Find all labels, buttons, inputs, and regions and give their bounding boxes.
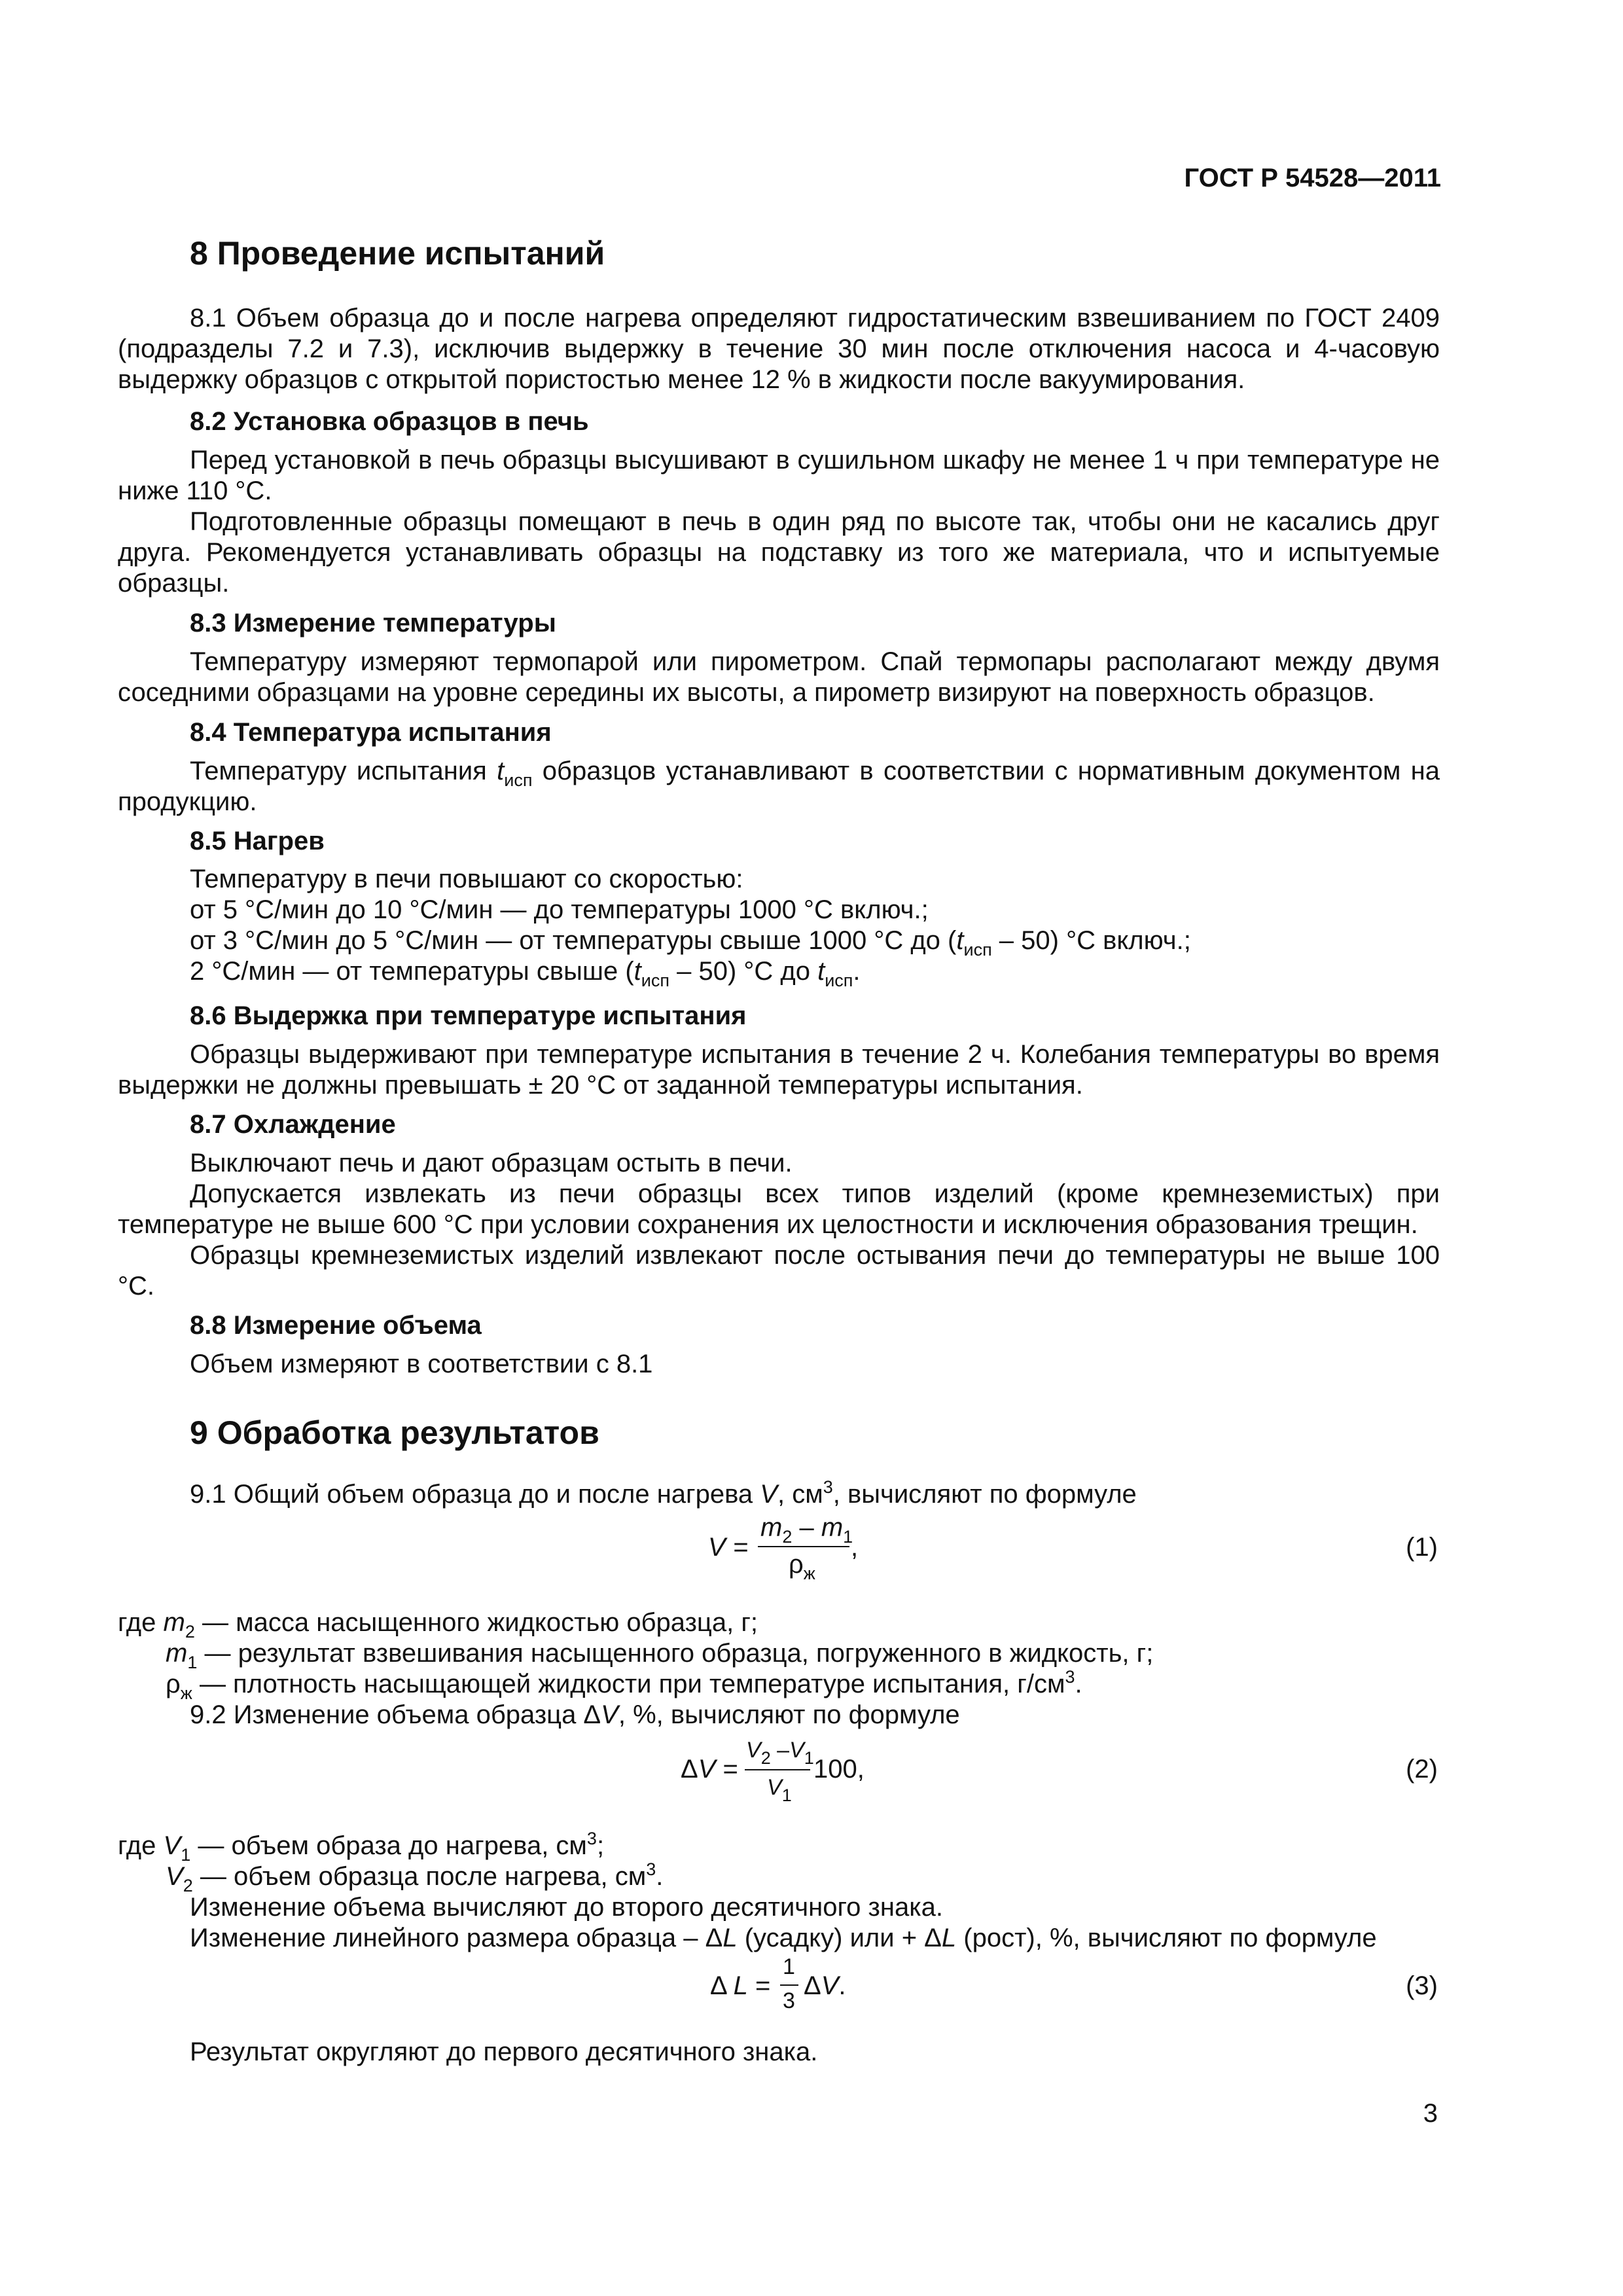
formula-3-numerator: 1 xyxy=(783,1954,795,1979)
heading-8-6: 8.6 Выдержка при температуре испытания xyxy=(190,1001,747,1030)
paragraph-8-7b: Допускается извлекать из печи образцы всех типов изделий (кроме кремнеземистых) при температуре не выше 600 °С при условии сохранения их целостности и исключения образования трещин. xyxy=(118,1179,1440,1239)
formula-1-denominator: $\rho_ж$ xyxy=(789,1550,815,1583)
document-header: ГОСТ Р 54528—2011 xyxy=(1184,164,1441,192)
paragraph-round-1: Результат округляют до первого десятичного знака. xyxy=(190,2037,818,2066)
paragraph-8-3: Температуру измеряют термопарой или пирометром. Спай термопары располагают между двумя соседними образцами на уровне середины их высоты, а пирометр визируют на поверхность образцов. xyxy=(118,647,1440,707)
formula-2-fraction-bar xyxy=(745,1769,810,1770)
formula-3-fraction-bar xyxy=(780,1984,798,1986)
paragraph-8-5-line3: от 3 °С/мин до 5 °С/мин — от температуры свыше 1000 °С до $(t_{исп} - 50)$ °С включ.; xyxy=(190,926,1191,960)
heading-8-2: 8.2 Установка образцов в печь xyxy=(190,407,589,436)
formula-3-number: (3) xyxy=(1406,1971,1438,2000)
formula-2-number: (2) xyxy=(1406,1755,1438,1784)
heading-8-7: 8.7 Охлаждение xyxy=(190,1110,396,1139)
where-v2: $V_2$ — объем образца после нагрева, $см^3$. xyxy=(166,1859,664,1895)
paragraph-8-5-line1: Температуру в печи повышают со скоростью: xyxy=(190,865,743,893)
where-v1: где $V_1$ — объем образа до нагрева, $см^3$; xyxy=(118,1829,605,1865)
paragraph-8-8: Объем измеряют в соответствии с 8.1 xyxy=(190,1350,653,1378)
page-number: 3 xyxy=(1423,2099,1438,2128)
heading-8-5: 8.5 Нагрев xyxy=(190,827,325,855)
formula-3-denominator: 3 xyxy=(783,1988,795,2013)
formula-2-denominator: $V_1$ xyxy=(767,1775,792,1805)
paragraph-round-2: Изменение объема вычисляют до второго десятичного знака. xyxy=(190,1893,943,1922)
section-8-title: 8 Проведение испытаний xyxy=(190,235,605,272)
paragraph-8-5-line2: от 5 °С/мин до 10 °С/мин — до температуры 1000 °С включ.; xyxy=(190,895,929,924)
paragraph-8-2a: Перед установкой в печь образцы высушивают в сушильном шкафу не менее 1 ч при температуре не ниже 110 °С. xyxy=(118,446,1440,505)
heading-8-4: 8.4 Температура испытания xyxy=(190,718,552,747)
paragraph-8-7c: Образцы кремнеземистых изделий извлекают после остывания печи до температуры не выше 100 °С. xyxy=(118,1241,1440,1300)
paragraph-8-5-line4: 2 °С/мин — от температуры свыше $(t_{исп} - 50)$ °С до $t_{исп}$. xyxy=(190,957,861,990)
paragraph-9-1: 9.1 Общий объем образца до и после нагрева V, $см^3$, вычисляют по формуле xyxy=(190,1477,1137,1509)
where-rho: $\rho_ж$ — плотность насыщающей жидкости при температуре испытания, $г/см^3$. xyxy=(166,1667,1082,1703)
paragraph-8-4: Температуру испытания $t_{исп}$ образцов устанавливают в соответствии с нормативным документом на продукцию. xyxy=(118,757,1440,816)
formula-1-numerator: $m_2 - m_1$ xyxy=(760,1513,853,1547)
heading-8-3: 8.3 Измерение температуры xyxy=(190,609,556,637)
paragraph-8-6: Образцы выдерживают при температуре испытания в течение 2 ч. Колебания температуры во время выдержки не должны превышать ± 20 °С от заданной температуры испытания. xyxy=(118,1040,1440,1100)
section-9-title: 9 Обработка результатов xyxy=(190,1414,599,1451)
formula-1-number: (1) xyxy=(1406,1533,1438,1562)
paragraph-8-1: 8.1 Объем образца до и после нагрева определяют гидростатическим взвешиванием по ГОСТ 2409 (подразделы 7.2 и 7.3), исключив выдержку в течение 30 мин после отключения насоса и 4-часовую выдержку образцов с открытой пористостью менее 12 % в жидкости после вакуумирования. xyxy=(118,304,1440,394)
paragraph-8-7a: Выключают печь и дают образцам остыть в печи. xyxy=(190,1149,793,1177)
where-m2: где $m_2$ — масса насыщенного жидкостью образца, г; xyxy=(118,1608,758,1641)
paragraph-9-2: 9.2 Изменение объема образца ΔV, %, вычисляют по формуле xyxy=(190,1700,960,1729)
paragraph-linear: Изменение линейного размера образца – ΔL (усадку) или + ΔL (рост), %, вычисляют по формуле xyxy=(190,1924,1377,1952)
heading-8-8: 8.8 Измерение объема xyxy=(190,1311,482,1340)
formula-2-numerator: $V_2$ $-V_1$ xyxy=(746,1738,814,1768)
where-m1: $m_1$ — результат взвешивания насыщенного образца, погруженного в жидкость, г; xyxy=(166,1639,1154,1672)
paragraph-8-2b: Подготовленные образцы помещают в печь в один ряд по высоте так, чтобы они не касались друг друга. Рекомендуется устанавливать образцы на подставку из того же материала, что и испытуемые образцы. xyxy=(118,507,1440,598)
formula-1-fraction-bar xyxy=(758,1546,849,1547)
